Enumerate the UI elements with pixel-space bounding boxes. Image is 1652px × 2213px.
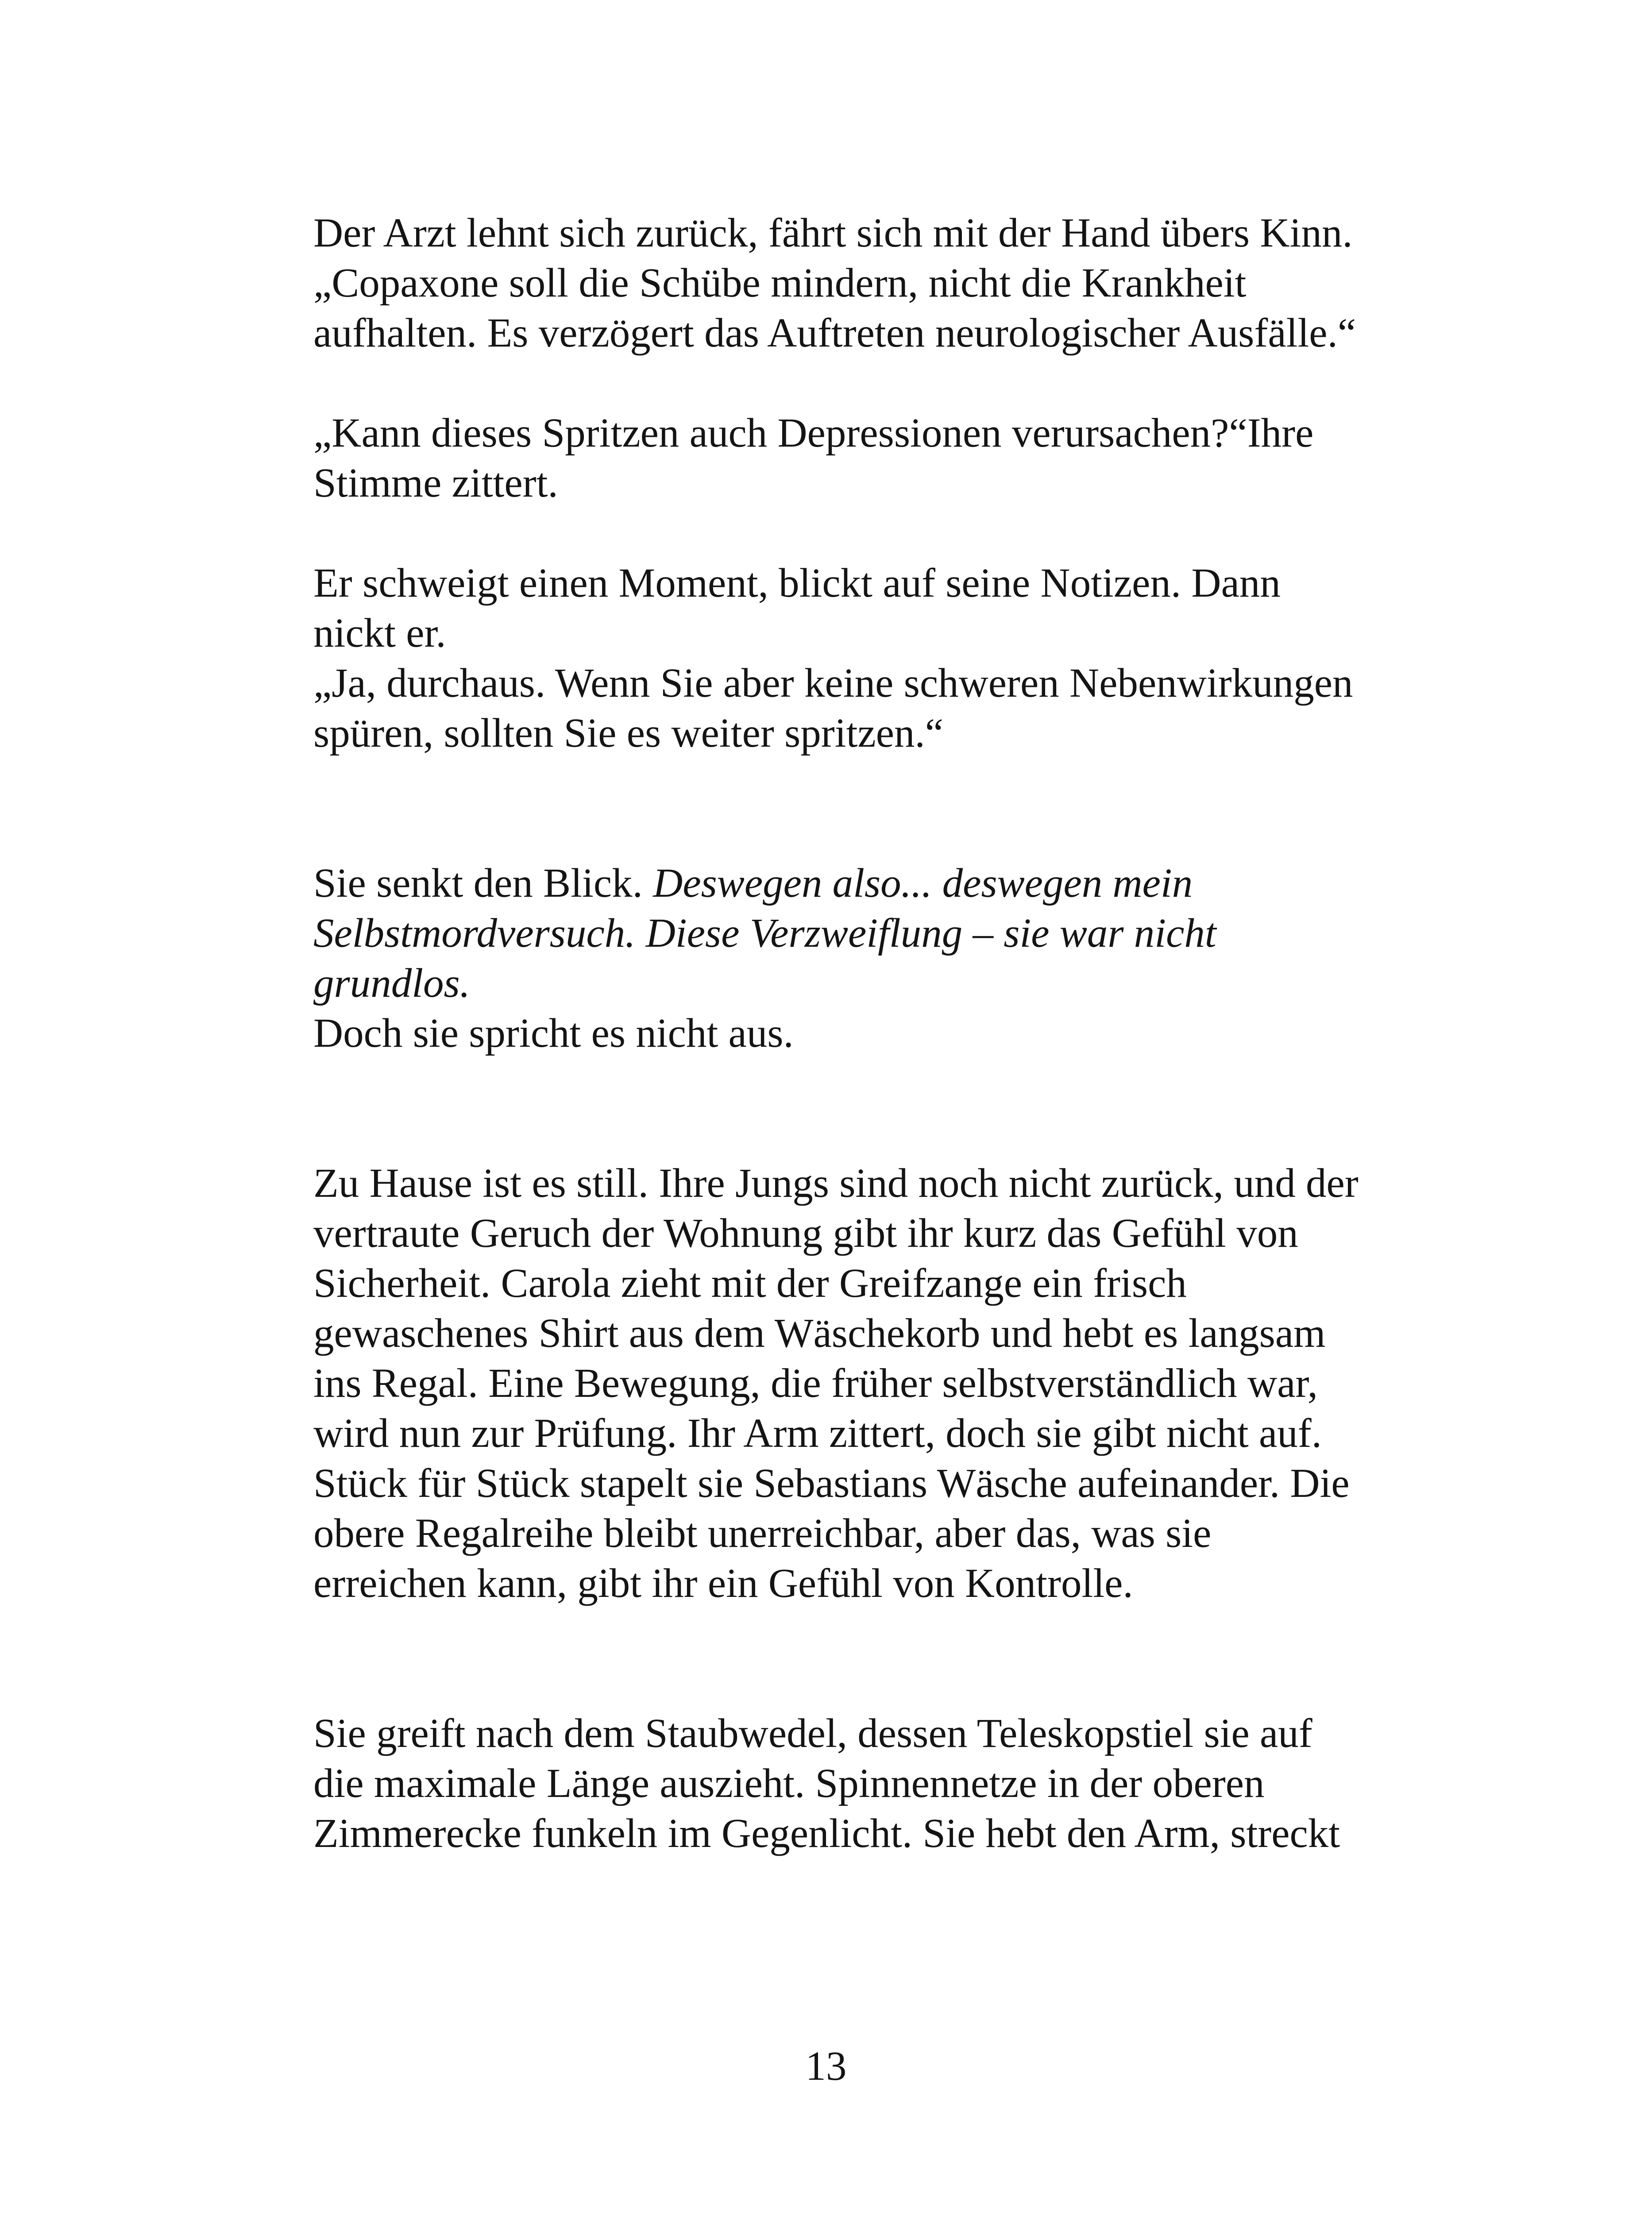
text-line: Zimmerecke funkeln im Gegenlicht. Sie hebt den Arm, streckt xyxy=(313,1811,1340,1856)
paragraph-inner-thoughts xyxy=(313,858,1464,1058)
text-line: obere Regalreihe bleibt unerreichbar, aber das, was sie xyxy=(313,1511,1212,1556)
text-line: Der Arzt lehnt sich zurück, fährt sich mit der Hand übers Kinn. xyxy=(313,210,1353,256)
text-line: Stimme zittert. xyxy=(313,460,558,506)
text-line: „Ja, durchaus. Wenn Sie aber keine schweren Nebenwirkungen xyxy=(313,660,1353,706)
paragraph-gap xyxy=(313,758,1464,858)
paragraph-gap xyxy=(313,358,1464,408)
text-line xyxy=(313,908,1464,958)
text-line: ins Regal. Eine Bewegung, die früher selbstverständlich war, xyxy=(313,1361,1318,1406)
text-line: vertraute Geruch der Wohnung gibt ihr kurz das Gefühl von xyxy=(313,1211,1298,1256)
text-line: „Copaxone soll die Schübe mindern, nicht die Krankheit xyxy=(313,260,1247,306)
text-line: wird nun zur Prüfung. Ihr Arm zittert, doch sie gibt nicht auf. xyxy=(313,1411,1322,1456)
text-line: spüren, sollten Sie es weiter spritzen.“ xyxy=(313,710,944,756)
text-line: gewaschenes Shirt aus dem Wäschekorb und hebt es langsam xyxy=(313,1311,1326,1356)
text-line: Er schweigt einen Moment, blickt auf seine Notizen. Dann xyxy=(313,560,1281,606)
paragraph-question xyxy=(313,408,1464,508)
text-line: Stück für Stück stapelt sie Sebastians Wäsche aufeinander. Die xyxy=(313,1461,1350,1506)
text-line: „Kann dieses Spritzen auch Depressionen verursachen?“Ihre xyxy=(313,410,1314,456)
text-line: aufhalten. Es verzögert das Auftreten neurologischer Ausfälle.“ xyxy=(313,310,1356,356)
paragraph-doctor-answers xyxy=(313,558,1464,758)
text-line xyxy=(313,958,1464,1008)
italic-text: Deswegen also... deswegen mein xyxy=(653,860,1193,906)
body-text xyxy=(313,208,1464,1858)
italic-text: Selbstmordversuch. Diese Verzweiflung – sie war nicht xyxy=(313,910,1216,956)
text-line: Zu Hause ist es still. Ihre Jungs sind noch nicht zurück, und der xyxy=(313,1160,1359,1206)
paragraph-gap xyxy=(313,1058,1464,1158)
paragraph-dusting xyxy=(313,1708,1464,1858)
paragraph-gap xyxy=(313,508,1464,558)
text-line: Sie greift nach dem Staubwedel, dessen Teleskopstiel sie auf xyxy=(313,1711,1312,1756)
paragraph-doctor-explains xyxy=(313,208,1464,358)
text-line: erreichen kann, gibt ihr ein Gefühl von Kontrolle. xyxy=(313,1561,1133,1606)
text-line: Sicherheit. Carola zieht mit der Greifzange ein frisch xyxy=(313,1261,1187,1306)
page-number: 13 xyxy=(805,2043,847,2089)
italic-text: grundlos. xyxy=(313,960,470,1006)
paragraph-at-home xyxy=(313,1158,1464,1608)
plain-text: Sie senkt den Blick. xyxy=(313,860,653,906)
text-line xyxy=(313,858,1464,908)
text-line: Doch sie spricht es nicht aus. xyxy=(313,1010,794,1056)
paragraph-gap xyxy=(313,1608,1464,1708)
text-line: die maximale Länge auszieht. Spinnennetze in der oberen xyxy=(313,1761,1265,1806)
text-line: nickt er. xyxy=(313,610,446,656)
